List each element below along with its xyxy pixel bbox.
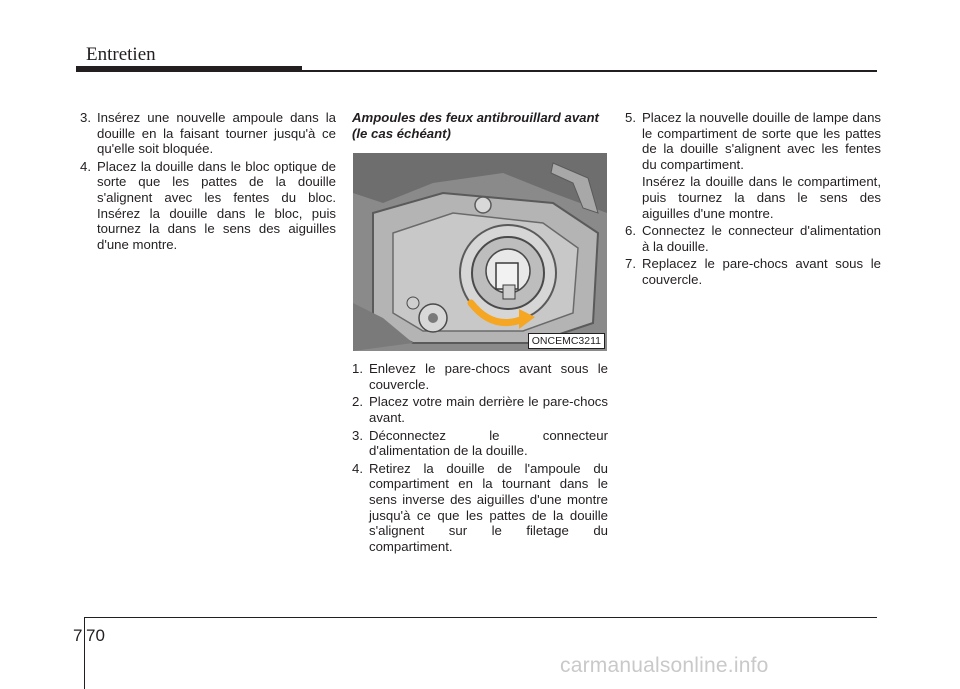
list-item bbox=[352, 461, 608, 555]
page-number: 70 bbox=[86, 626, 105, 645]
section-title: Ampoules des feux antibrouillard avant (le cas échéant) bbox=[352, 110, 599, 141]
chapter-number: 7 bbox=[73, 626, 83, 645]
item-number: 4. bbox=[80, 158, 91, 174]
footer-horizontal-rule bbox=[84, 617, 877, 618]
item-text: Connectez le connecteur d'alimentation à la douille. bbox=[642, 223, 881, 254]
item-number: 4. bbox=[352, 460, 363, 476]
fog-lamp-drawing bbox=[353, 153, 607, 351]
list-item bbox=[352, 394, 608, 425]
column-1 bbox=[80, 110, 336, 254]
column-3 bbox=[625, 110, 881, 290]
watermark: carmanualsonline.info bbox=[560, 654, 769, 677]
item-text: Placez la nouvelle douille de lampe dans le compartiment de sorte que les pattes de la douille s'alignent avec les fentes du compartiment. bbox=[642, 110, 881, 172]
item-text: Enlevez le pare-chocs avant sous le couvercle. bbox=[369, 361, 608, 392]
list-item bbox=[352, 361, 608, 392]
item-number: 1. bbox=[352, 361, 363, 377]
item-text: Replacez le pare-chocs avant sous le couvercle. bbox=[642, 256, 881, 287]
list-item bbox=[625, 223, 881, 254]
item-text: Retirez la douille de l'ampoule du compartiment en la tournant dans le sens inverse des aiguilles d'une montre jusqu'à ce que les pattes de la douille s'alignent sur le filetage du compartiment. bbox=[369, 460, 608, 554]
list-item bbox=[352, 428, 608, 459]
page-header-title: Entretien bbox=[86, 44, 156, 65]
item-number: 3. bbox=[80, 110, 91, 125]
list-item bbox=[625, 256, 881, 287]
item-text: Insérez une nouvelle ampoule dans la douille en la faisant tourner jusqu'à ce qu'elle soit bloquée. bbox=[97, 110, 336, 157]
figure-code-label: ONCEMC3211 bbox=[528, 333, 605, 349]
item-text: Placez votre main derrière le pare-chocs avant. bbox=[369, 394, 608, 425]
item-number: 2. bbox=[352, 394, 363, 410]
header-rule-thin bbox=[302, 70, 877, 72]
list-item bbox=[80, 110, 336, 157]
item-number: 5. bbox=[625, 110, 636, 125]
footer-vertical-rule bbox=[84, 617, 85, 689]
list-item bbox=[80, 159, 336, 253]
list-item bbox=[625, 110, 881, 172]
column-2 bbox=[352, 110, 608, 556]
item-subparagraph: Insérez la douille dans le compartiment, puis tournez la dans le sens des aiguilles d'une montre. bbox=[642, 174, 881, 221]
item-number: 7. bbox=[625, 256, 636, 272]
item-text: Placez la douille dans le bloc optique de sorte que les pattes de la douille s'alignent avec les fentes du bloc. Insérez la douille dans le bloc, puis tournez la dans le sens des aiguilles d'une montre. bbox=[97, 158, 336, 252]
item-text: Déconnectez le connecteur d'alimentation de la douille. bbox=[369, 427, 608, 459]
item-number: 6. bbox=[625, 223, 636, 239]
fog-lamp-illustration bbox=[353, 153, 607, 351]
item-number: 3. bbox=[352, 427, 363, 443]
header-rule-thick bbox=[76, 66, 302, 72]
